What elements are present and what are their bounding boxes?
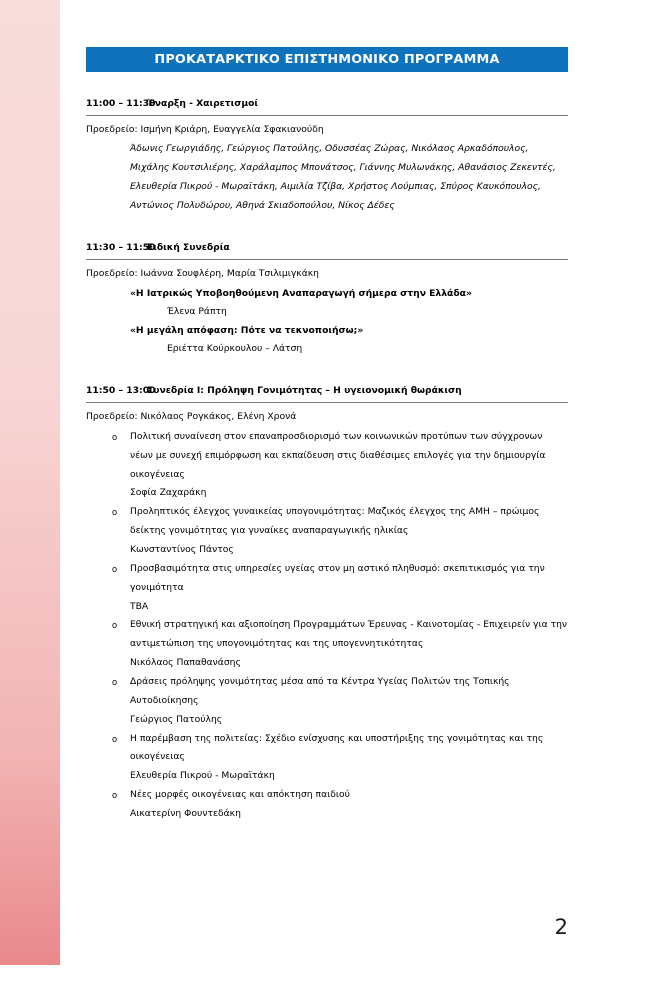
roster-line: Αντώνιος Πολυδώρου, Αθηνά Σκιαδοπούλου, Νίκος Δέδες xyxy=(130,199,395,211)
topic-item xyxy=(86,560,568,617)
topic-text: Εθνική στρατηγική και αξιοποίηση Προγραμμάτων Έρευνας - Καινοτομίας - Επιχειρείν για την αντιμετώπιση της υπογονιμότητας και της υπογεννητικότητας xyxy=(130,619,568,650)
lecture-item xyxy=(86,322,568,359)
lecture-speaker: Εριέττα Κούρκουλου – Λάτση xyxy=(167,343,303,355)
topic-speaker: Αικατερίνη Φουντεδάκη xyxy=(130,808,241,819)
topic-body xyxy=(130,786,568,824)
bullet-circle-icon: o xyxy=(112,676,118,687)
topic-text: Δράσεις πρόληψης γονιμότητας μέσα από τα Κέντρα Υγείας Πολιτών της Τοπικής Αυτοδιοίκησης xyxy=(130,675,510,706)
bullet-circle-icon: o xyxy=(112,620,118,631)
topic-body xyxy=(130,428,568,503)
session-block-1 xyxy=(86,98,568,216)
topic-text: Προσβασιμότητα στις υπηρεσίες υγείας στον μη αστικό πληθυσμό: σκεπιτικισμός για την γονιμότητα xyxy=(130,562,545,593)
topic-list xyxy=(86,428,568,824)
page-number: 2 xyxy=(554,915,568,939)
session-chairs: Προεδρείο: Ιωάννα Σουφλέρη, Μαρία Τσιλιμιγκάκη xyxy=(86,267,319,279)
topic-speaker: Γεώργιος Πατούλης xyxy=(130,713,223,725)
topic-body xyxy=(130,616,568,673)
topic-item xyxy=(86,503,568,560)
topic-item xyxy=(86,786,568,824)
bullet-circle-icon: o xyxy=(112,431,118,442)
topic-body xyxy=(130,730,568,787)
session-block-2 xyxy=(86,242,568,359)
session-time: 11:50 – 13:00 xyxy=(86,384,156,396)
session-heading xyxy=(86,242,568,259)
lecture-title: «Η μεγάλη απόφαση: Πότε να τεκνοποιήσω;» xyxy=(130,324,364,336)
roster-line: Ελευθερία Πικρού - Μωραϊτάκη, Αιμιλία Τζίβα, Χρήστος Λούμπιας, Σπύρος Καυκόπουλος, xyxy=(130,180,541,192)
bullet-circle-icon: o xyxy=(112,563,118,574)
topic-body xyxy=(130,673,568,730)
bullet-circle-icon: o xyxy=(112,507,118,518)
topic-speaker: Ελευθερία Πικρού - Μωραϊτάκη xyxy=(130,770,275,782)
session-title: Έναρξη - Χαιρετισμοί xyxy=(147,98,259,109)
topic-item xyxy=(86,616,568,673)
topic-speaker: Νικόλαος Παπαθανάσης xyxy=(130,657,241,669)
roster-line: Άδωνις Γεωργιάδης, Γεώργιος Πατούλης, Οδυσσέας Ζώρας, Νικόλαος Αρκαδόπουλος, xyxy=(130,143,529,155)
topic-text: Νέες μορφές οικογένειας και απόκτηση παιδιού xyxy=(130,789,350,801)
topic-item xyxy=(86,730,568,787)
topic-speaker: Σοφία Ζαχαράκη xyxy=(130,487,207,499)
lecture-speaker: Έλενα Ράπτη xyxy=(167,306,227,318)
topic-text: Πολιτική συναίνεση στον επαναπροσδιορισμό των κοινωνικών προτύπων των σύγχρονων νέων με συνεχή επιμόρφωση και εκπαίδευση στις διαθέσιμες επιλογές για την δημιουργία οικογένειας xyxy=(130,430,546,480)
roster-line: Μιχάλης Κουτσιλιέρης, Χαράλαμπος Μπονάτσος, Γιάννης Μυλωνάκης, Αθανάσιος Ζεκεντές, xyxy=(130,162,556,174)
bullet-circle-icon: o xyxy=(112,733,118,744)
topic-body xyxy=(130,560,568,617)
topic-item xyxy=(86,673,568,730)
page-title: ΠΡΟΚΑΤΑΡΚΤΙΚΟ ΕΠΙΣΤΗΜΟΝΙΚΟ ΠΡΟΓΡΑΜΜΑ xyxy=(154,52,500,67)
speaker-roster xyxy=(86,140,568,215)
topic-speaker: Κωνσταντίνος Πάντος xyxy=(130,543,234,555)
page-title-banner xyxy=(86,47,568,72)
topic-text: Προληπτικός έλεγχος γυναικείας υπογονιμότητας: Μαζικός έλεγχος της ΑΜΗ – πρώιμος δείκτης γονιμότητας για γυναίκες αναπαραγωγικής ηλικίας xyxy=(130,506,540,537)
topic-text: Η παρέμβαση της πολιτείας: Σχέδιο ενίσχυσης και υποστήριξης της γονιμότητας και της οικογένειας xyxy=(130,732,544,763)
topic-item xyxy=(86,428,568,503)
session-time: 11:30 – 11:50 xyxy=(86,241,156,253)
session-chairs: Προεδρείο: Ισμήνη Κριάρη, Ευαγγελία Σφακιανούδη xyxy=(86,124,324,135)
topic-body xyxy=(130,503,568,560)
topic-speaker: TBA xyxy=(130,600,149,612)
bullet-circle-icon: o xyxy=(112,790,118,801)
session-heading xyxy=(86,98,568,115)
session-heading xyxy=(86,385,568,402)
decorative-side-strip xyxy=(0,0,60,965)
session-chairs: Προεδρείο: Νικόλαος Ρογκάκος, Ελένη Χρονά xyxy=(86,410,297,422)
lecture-item xyxy=(86,285,568,322)
session-title: Συνεδρία Ι: Πρόληψη Γονιμότητας – Η υγειονομική θωράκιση xyxy=(147,384,462,396)
lecture-title: «Η Ιατρικώς Υποβοηθούμενη Αναπαραγωγή σήμερα στην Ελλάδα» xyxy=(130,287,472,299)
lecture-list xyxy=(86,285,568,359)
session-block-3 xyxy=(86,385,568,824)
session-time: 11:00 – 11:30 xyxy=(86,98,156,109)
document-page xyxy=(86,0,568,1000)
session-title: Ειδική Συνεδρία xyxy=(147,241,230,253)
